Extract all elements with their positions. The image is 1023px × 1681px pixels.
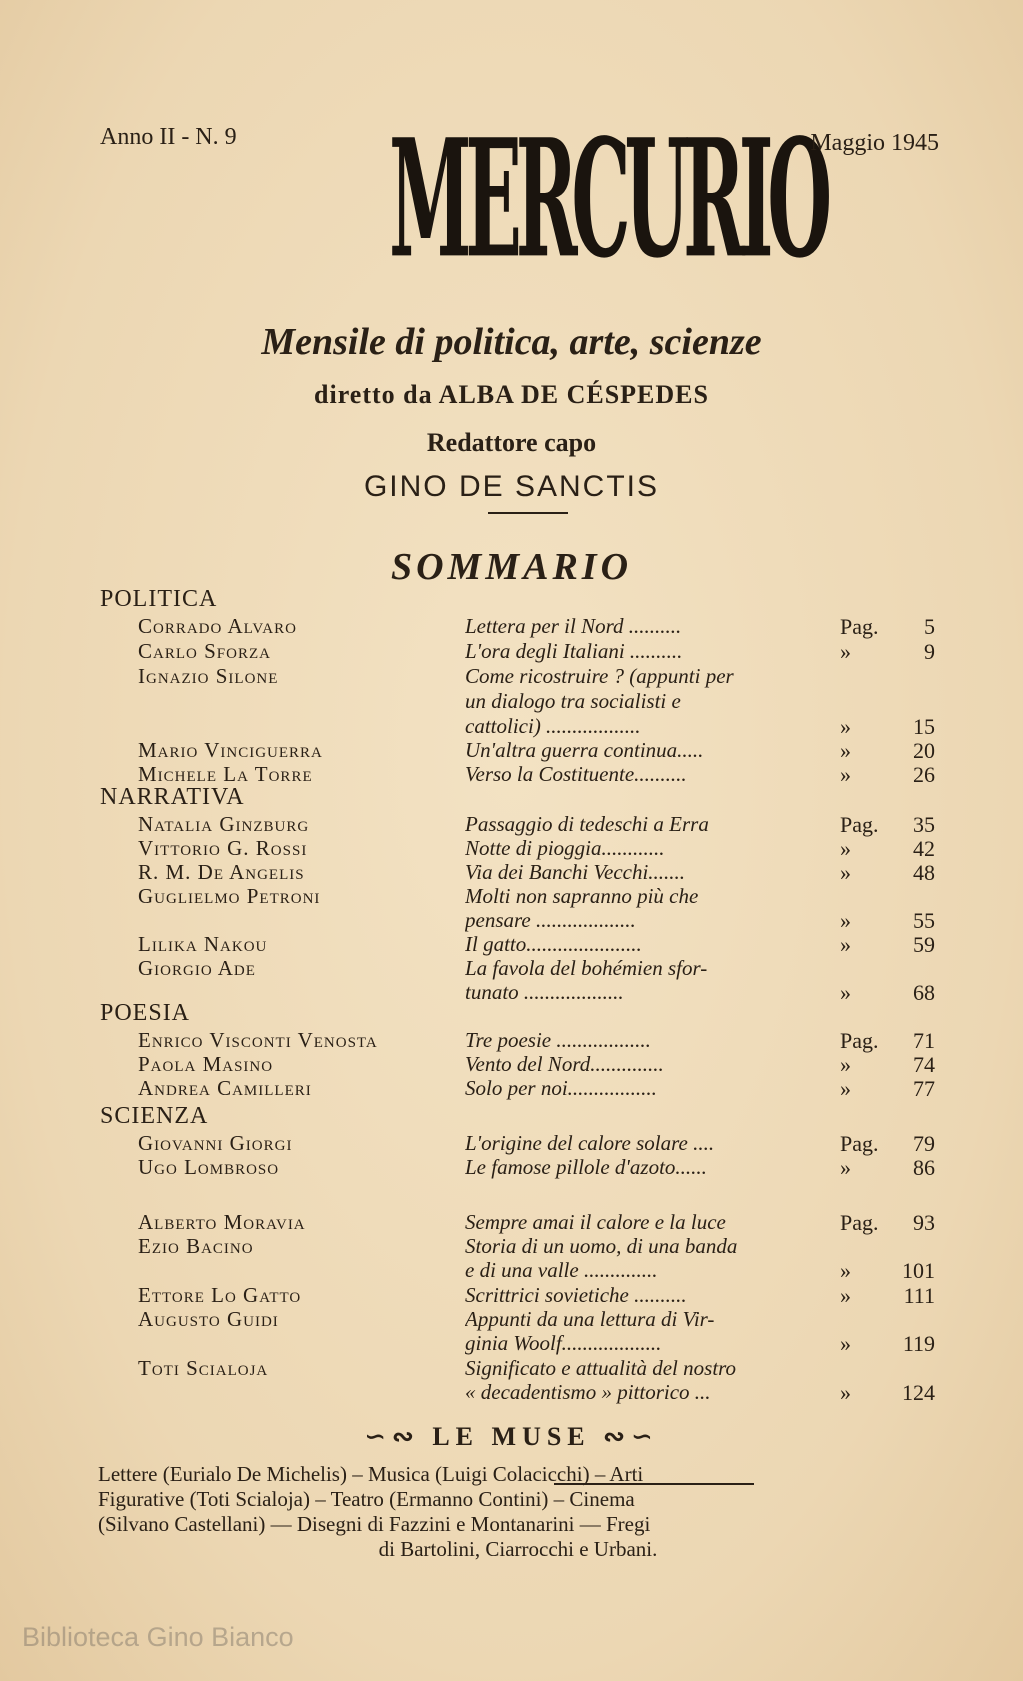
toc-page-number: 124 bbox=[902, 1380, 935, 1405]
section-narrativa: NARRATIVA bbox=[100, 784, 245, 810]
toc-author: Vittorio G. Rossi bbox=[138, 836, 308, 860]
editor-label: Redattore capo bbox=[426, 428, 597, 457]
issue-date: Maggio 1945 bbox=[810, 130, 939, 156]
toc-title: Appunti da una lettura di Vir- bbox=[465, 1307, 715, 1331]
toc-page-label: » bbox=[840, 980, 851, 1005]
ornament-left-icon: ∽∾ bbox=[364, 1422, 433, 1451]
toc-page-number: 48 bbox=[913, 860, 935, 885]
toc-title: Storia di un uomo, di una banda bbox=[465, 1234, 738, 1258]
toc-page-number: 77 bbox=[913, 1076, 935, 1101]
toc-title: Scrittrici sovietiche .......... bbox=[465, 1283, 687, 1307]
footer-line: di Bartolini, Ciarrocchi e Urbani. bbox=[378, 1537, 658, 1561]
toc-page-label: Pag. bbox=[840, 1210, 879, 1235]
footer-line: Figurative (Toti Scialoja) – Teatro (Ermanno Contini) – Cinema bbox=[98, 1487, 635, 1511]
section-politica: POLITICA bbox=[100, 586, 218, 612]
toc-page-number: 79 bbox=[913, 1131, 935, 1156]
toc-page-label: » bbox=[840, 639, 851, 664]
toc-author: Ugo Lombroso bbox=[138, 1155, 280, 1179]
toc-page-number: 42 bbox=[913, 836, 935, 861]
toc-page-label: » bbox=[840, 1076, 851, 1101]
toc-title: Lettera per il Nord .......... bbox=[465, 614, 682, 638]
toc-page-label: » bbox=[840, 836, 851, 861]
toc-page-label: » bbox=[840, 932, 851, 957]
toc-author: Ettore Lo Gatto bbox=[138, 1283, 302, 1307]
toc-page-number: 93 bbox=[913, 1210, 935, 1235]
toc-title: e di una valle .............. bbox=[465, 1258, 658, 1282]
toc-page-number: 119 bbox=[902, 1331, 935, 1356]
toc-title: Verso la Costituente.......... bbox=[465, 762, 687, 786]
toc-page-number: 5 bbox=[924, 614, 935, 639]
toc-title: tunato ................... bbox=[465, 980, 624, 1004]
toc-author: Toti Scialoja bbox=[138, 1356, 269, 1380]
le-muse-label: LE MUSE bbox=[432, 1422, 591, 1451]
toc-page-label: » bbox=[840, 860, 851, 885]
toc-title: pensare ................... bbox=[465, 908, 636, 932]
toc-author: Mario Vinciguerra bbox=[138, 738, 323, 762]
toc-title: Sempre amai il calore e la luce bbox=[465, 1210, 726, 1234]
toc-title: cattolici) .................. bbox=[465, 714, 641, 738]
toc-page-number: 20 bbox=[913, 738, 935, 763]
toc-title: Passaggio di tedeschi a Erra bbox=[465, 812, 709, 836]
toc-title: L'ora degli Italiani .......... bbox=[465, 639, 683, 663]
toc-page-label: » bbox=[840, 1258, 851, 1283]
toc-title: Vento del Nord.............. bbox=[465, 1052, 664, 1076]
toc-author: Ignazio Silone bbox=[138, 664, 279, 688]
toc-author: Michele La Torre bbox=[138, 762, 313, 786]
toc-title: Il gatto...................... bbox=[465, 932, 642, 956]
toc-page-number: 35 bbox=[913, 812, 935, 837]
toc-page-label: Pag. bbox=[840, 1131, 879, 1156]
watermark: Biblioteca Gino Bianco bbox=[22, 1622, 294, 1652]
toc-page-label: » bbox=[840, 1052, 851, 1077]
toc-title: Significato e attualità del nostro bbox=[465, 1356, 737, 1380]
toc-page-label: » bbox=[840, 762, 851, 787]
toc-author: Paola Masino bbox=[138, 1052, 274, 1076]
section-poesia: POESIA bbox=[100, 1000, 191, 1026]
toc-title: Un'altra guerra continua..... bbox=[465, 738, 704, 762]
toc-title: Come ricostruire ? (appunti per bbox=[465, 664, 734, 688]
toc-page-number: 111 bbox=[903, 1283, 935, 1308]
toc-title: La favola del bohémien sfor- bbox=[465, 956, 708, 980]
toc-page-label: Pag. bbox=[840, 614, 879, 639]
toc-author: Giorgio Ade bbox=[138, 956, 256, 980]
toc-title: Molti non sapranno più che bbox=[465, 884, 699, 908]
toc-page-label: » bbox=[840, 908, 851, 933]
toc-page-label: » bbox=[840, 738, 851, 763]
director-line: diretto da ALBA DE CÉSPEDES bbox=[314, 380, 709, 409]
toc-title: « decadentismo » pittorico ... bbox=[465, 1380, 711, 1404]
toc-page-label: » bbox=[840, 1380, 851, 1405]
toc-author: Enrico Visconti Venosta bbox=[138, 1028, 378, 1052]
toc-page-number: 101 bbox=[902, 1258, 935, 1283]
toc-page-number: 68 bbox=[913, 980, 935, 1005]
toc-page-number: 15 bbox=[913, 714, 935, 739]
masthead-title: MERCURIO bbox=[389, 104, 826, 295]
toc-author: Alberto Moravia bbox=[138, 1210, 306, 1234]
issue-number: Anno II - N. 9 bbox=[100, 124, 237, 150]
footer-line: (Silvano Castellani) — Disegni di Fazzini e Montanarini — Fregi bbox=[98, 1512, 651, 1536]
toc-page-label: » bbox=[840, 1283, 851, 1308]
toc-author: Giovanni Giorgi bbox=[138, 1131, 293, 1155]
footer-credits bbox=[98, 1462, 938, 1562]
toc-author: Corrado Alvaro bbox=[138, 614, 297, 638]
le-muse-heading bbox=[0, 1422, 1023, 1452]
toc-page-number: 71 bbox=[913, 1028, 935, 1053]
toc-page-number: 9 bbox=[924, 639, 935, 664]
ornament-right-icon: ∾∽ bbox=[590, 1422, 659, 1451]
toc-page-label: Pag. bbox=[840, 812, 879, 837]
toc-author: Ezio Bacino bbox=[138, 1234, 254, 1258]
toc-page-number: 55 bbox=[913, 908, 935, 933]
footer-line: Lettere (Eurialo De Michelis) – Musica (Luigi Colacicchi) – Arti bbox=[98, 1462, 644, 1486]
editor-name: GINO DE SANCTIS bbox=[363, 470, 660, 503]
toc-author: R. M. De Angelis bbox=[138, 860, 305, 884]
toc-author: Augusto Guidi bbox=[138, 1307, 279, 1331]
toc-author: Guglielmo Petroni bbox=[138, 884, 321, 908]
toc-author: Lilika Nakou bbox=[138, 932, 268, 956]
toc-title: un dialogo tra socialisti e bbox=[465, 689, 681, 713]
toc-title: L'origine del calore solare .... bbox=[465, 1131, 715, 1155]
toc-title: Via dei Banchi Vecchi....... bbox=[465, 860, 686, 884]
toc-page-number: 59 bbox=[913, 932, 935, 957]
toc-title: Notte di pioggia............ bbox=[465, 836, 665, 860]
toc-page-number: 74 bbox=[913, 1052, 935, 1077]
toc-page-number: 26 bbox=[913, 762, 935, 787]
toc-page-label: » bbox=[840, 714, 851, 739]
toc-title: Le famose pillole d'azoto...... bbox=[465, 1155, 707, 1179]
toc-page-label: » bbox=[840, 1155, 851, 1180]
toc-author: Andrea Camilleri bbox=[138, 1076, 312, 1100]
section-scienza: SCIENZA bbox=[100, 1103, 209, 1129]
toc-title: ginia Woolf................... bbox=[465, 1331, 662, 1355]
toc-page-label: Pag. bbox=[840, 1028, 879, 1053]
toc-title: Solo per noi................. bbox=[465, 1076, 657, 1100]
toc-author: Natalia Ginzburg bbox=[138, 812, 310, 836]
toc-page-number: 86 bbox=[913, 1155, 935, 1180]
subtitle: Mensile di politica, arte, scienze bbox=[261, 321, 762, 363]
toc-page-label: » bbox=[840, 1331, 851, 1356]
toc-author: Carlo Sforza bbox=[138, 639, 271, 663]
sommario-heading: SOMMARIO bbox=[390, 546, 633, 588]
toc-title: Tre poesie .................. bbox=[465, 1028, 651, 1052]
